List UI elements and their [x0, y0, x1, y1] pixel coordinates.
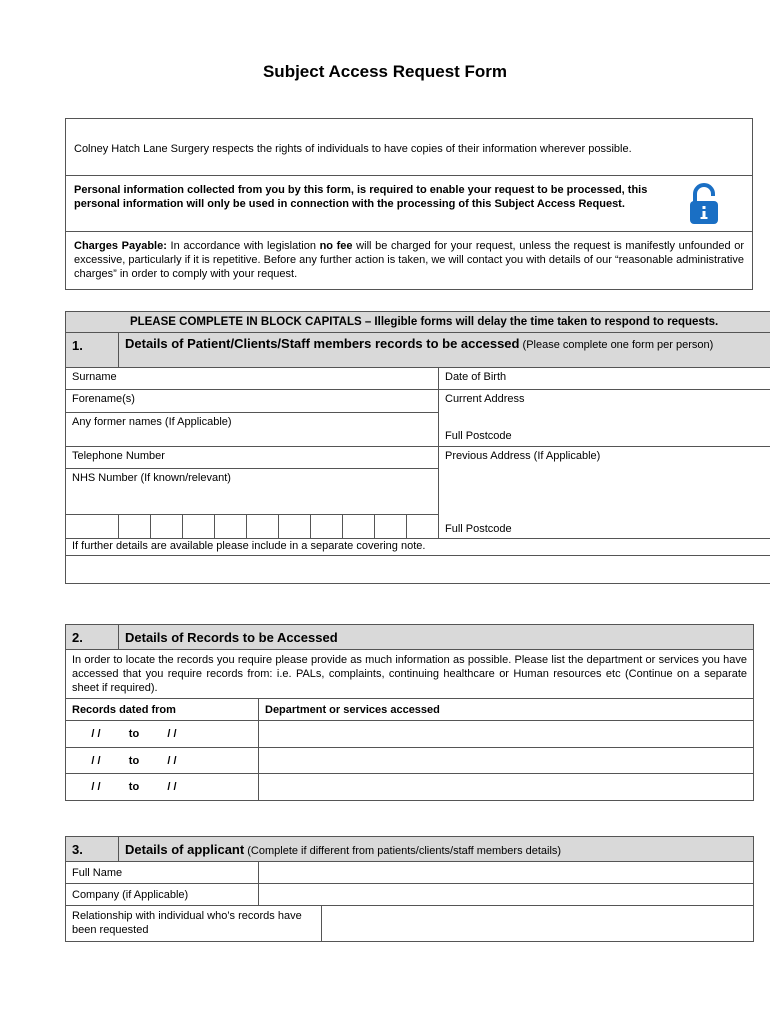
intro-respect-row — [66, 119, 752, 176]
intro-personal-row — [66, 176, 752, 232]
relationship-label-cell — [66, 906, 322, 942]
date-range-field[interactable] — [66, 721, 259, 748]
nhs-number-label: NHS Number (If known/relevant) — [72, 472, 231, 484]
records-dated-label: Records dated from — [72, 703, 176, 716]
department-field[interactable] — [259, 774, 754, 801]
full-name-label-cell — [66, 862, 259, 884]
date-until: / / — [167, 781, 177, 793]
date-to-label: to — [128, 754, 140, 767]
section1-number-cell — [66, 333, 119, 368]
telephone-label: Telephone Number — [72, 450, 165, 462]
section3-title: Details of applicant — [125, 841, 245, 857]
former-names-field[interactable] — [66, 413, 439, 447]
date-to-label: to — [128, 781, 140, 793]
section2-title: Details of Records to be Accessed — [125, 629, 338, 645]
department-label: Department or services accessed — [265, 703, 440, 716]
nhs-digit-box[interactable] — [375, 515, 407, 539]
department-header — [259, 699, 754, 721]
section3-note: (Complete if different from patients/clients/staff members details) — [244, 844, 562, 857]
nhs-digit-box[interactable] — [119, 515, 151, 539]
full-name-field[interactable] — [259, 862, 754, 884]
nhs-digit-box[interactable] — [66, 515, 119, 539]
dob-field[interactable] — [439, 368, 770, 390]
intro-respect-text: Colney Hatch Lane Surgery respects the rights of individuals to have copies of their information wherever possible. — [74, 143, 632, 155]
intro-personal-text: Personal information collected from you by this form, is required to enable your request to be processed, this personal information will only be used in connection with the processing of this Subject Access Request. — [74, 184, 648, 210]
charges-text-1: In accordance with legislation — [166, 240, 320, 252]
block-capitals-banner — [66, 312, 770, 333]
date-from: / / — [91, 728, 101, 740]
date-range-field[interactable] — [66, 748, 259, 774]
surname-label: Surname — [72, 371, 117, 383]
charges-bold: no fee — [319, 240, 353, 252]
banner-text: PLEASE COMPLETE IN BLOCK CAPITALS – Illegible forms will delay the time taken to respond to requests. — [129, 316, 719, 328]
date-to-label: to — [128, 728, 140, 740]
nhs-digit-box[interactable] — [311, 515, 343, 539]
charges-label: Charges Payable: — [74, 240, 167, 252]
section3-number-cell — [66, 837, 119, 862]
former-names-label: Any former names (If Applicable) — [72, 416, 232, 428]
section2-table — [65, 624, 754, 801]
department-field[interactable] — [259, 721, 754, 748]
full-postcode-label-2: Full Postcode — [445, 523, 512, 535]
further-details-note — [66, 539, 770, 556]
nhs-digit-box[interactable] — [343, 515, 375, 539]
intro-charges-text — [74, 239, 744, 281]
full-name-label: Full Name — [72, 866, 123, 879]
surname-field[interactable] — [66, 368, 439, 390]
section2-box — [65, 624, 753, 801]
section3-header-cell — [119, 837, 754, 862]
section1-number: 1. — [72, 338, 83, 353]
date-until: / / — [167, 728, 177, 740]
date-range-field[interactable] — [66, 774, 259, 801]
date-until: / / — [167, 754, 177, 767]
company-field[interactable] — [259, 884, 754, 906]
nhs-digit-box[interactable] — [183, 515, 215, 539]
forenames-field[interactable] — [66, 390, 439, 413]
section3-table — [65, 836, 754, 942]
section1-note: (Please complete one form per person) — [519, 339, 714, 351]
forenames-label: Forename(s) — [72, 393, 135, 405]
padlock-open-icon — [688, 182, 720, 226]
telephone-field[interactable] — [66, 447, 439, 469]
relationship-label: Relationship with individual who’s records have been requested — [72, 910, 302, 936]
dob-label: Date of Birth — [445, 371, 507, 383]
further-details-text: If further details are available please include in a separate covering note. — [72, 540, 426, 552]
section1-header-cell — [119, 333, 770, 368]
previous-address-field[interactable] — [439, 447, 770, 539]
nhs-digit-box[interactable] — [247, 515, 279, 539]
records-dated-header — [66, 699, 259, 721]
company-label: Company (if Applicable) — [72, 888, 189, 901]
page-title: Subject Access Request Form — [262, 62, 508, 81]
section2-description-cell — [66, 650, 754, 699]
section1-table — [65, 311, 770, 584]
date-from: / / — [91, 754, 101, 767]
section2-header-cell — [119, 625, 754, 650]
nhs-digit-box[interactable] — [407, 515, 439, 539]
charges-text-2: will be charged for your request, unless the request is manifestly unfounded or excessive, particularly if it is repetitive. Before any further action is taken, we will contact you with details of our “reasonable administrative charges” in order to comply with your request. — [74, 240, 744, 280]
date-from: / / — [91, 781, 101, 793]
intro-box — [65, 118, 753, 290]
nhs-digit-box[interactable] — [151, 515, 183, 539]
relationship-field[interactable] — [322, 906, 754, 942]
intro-charges-row — [66, 232, 752, 289]
section3-number: 3. — [72, 841, 83, 857]
previous-address-label: Previous Address (If Applicable) — [445, 450, 601, 462]
nhs-digit-box[interactable] — [279, 515, 311, 539]
department-field[interactable] — [259, 748, 754, 774]
section2-description: In order to locate the records you require please provide as much information as possible. Please list the department or services you have accessed that you require records from: i.e. PALs, complaints, continuing healthcare or Human resources etc (Continue on a separate sheet if required). — [72, 654, 747, 694]
nhs-number-field[interactable] — [66, 469, 439, 515]
section2-number: 2. — [72, 629, 83, 645]
section2-number-cell — [66, 625, 119, 650]
section1-title: Details of Patient/Clients/Staff members records to be accessed — [125, 336, 520, 351]
current-address-label: Current Address — [445, 393, 525, 405]
section3-box — [65, 836, 753, 942]
further-details-field[interactable] — [66, 556, 770, 584]
current-address-field[interactable] — [439, 390, 770, 447]
section1-box — [65, 311, 753, 584]
nhs-digit-box[interactable] — [215, 515, 247, 539]
full-postcode-label-1: Full Postcode — [445, 430, 512, 442]
company-label-cell — [66, 884, 259, 906]
